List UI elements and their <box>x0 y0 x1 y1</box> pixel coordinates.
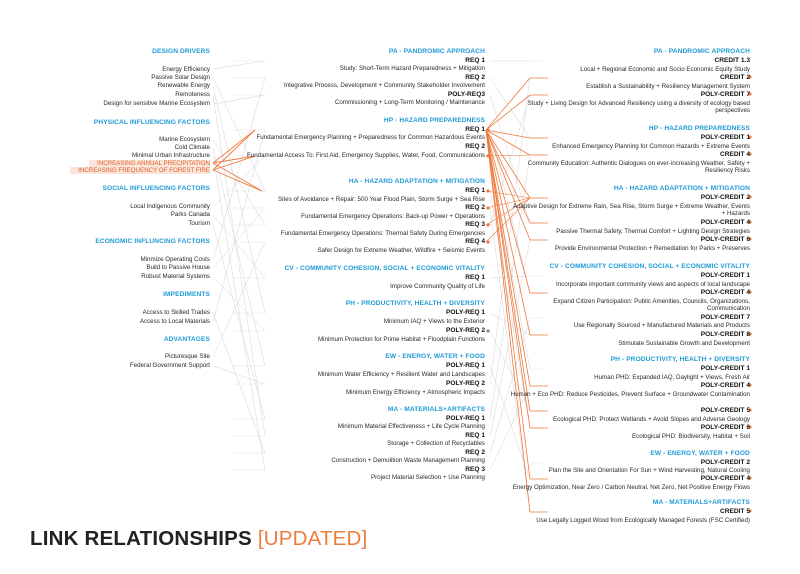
right-ha-credit-desc: Adaptive Design for Extreme Rain, Sea Rise, Storm Surge + Extreme Weather, Events + Hazards <box>512 203 750 217</box>
req-node <box>486 206 489 209</box>
physical-factor-highlight: INCREASING FREQUENCY OF FOREST FIRE <box>70 167 210 174</box>
right-ha-credit-code: POLY-CREDIT 2 <box>700 194 750 201</box>
mid-ha-req-code: REQ 4 <box>465 238 485 245</box>
right-ew-credit-code: POLY-CREDIT 2 <box>700 459 750 466</box>
mid-ha-req-code: REQ 2 <box>465 204 485 211</box>
physical-factor-item: Cold Climate <box>174 144 210 151</box>
mid-cv-heading: CV - COMMUNITY COHESION, SOCIAL + ECONOMIC VITALITY <box>284 265 485 272</box>
right-ha-credit-desc: Passive Thermal Safety, Thermal Comfort + Lighting Design Strategies <box>556 228 750 235</box>
left-to-req-link <box>213 61 265 69</box>
economic-factors-heading: ECONOMIC INFLUNCING FACTORS <box>95 238 210 245</box>
advantages-heading: ADVANTAGES <box>163 336 210 343</box>
economic-factor-item: Build to Passive House <box>146 264 210 271</box>
right-ew-heading: EW - ENERGY, WATER + FOOD <box>650 450 750 457</box>
right-hp-credit-desc: Community Education: Authentic Dialogues on ever-increasing Weather, Safety + Resiliency Risks <box>527 160 750 174</box>
right-ma-credit-desc: Use Legally Logged Wood from Ecologically Managed Forests (FSC Certified) <box>536 517 750 524</box>
economic-factor-item: Minmize Operating Costs <box>140 256 210 263</box>
hazard-credit-link <box>486 191 530 198</box>
mid-ma-req-code: REQ 3 <box>465 466 485 473</box>
design-driver-item: Passive Solar Design <box>151 74 210 81</box>
right-cv-heading: CV - COMMUNITY COHESION, SOCIAL + ECONOMIC VITALITY <box>549 263 750 270</box>
mid-cv-req-desc: Improve Community Quality of Life <box>390 283 485 290</box>
mid-ew-req-desc: Minimum Energy Efficiency + Atmospheric Impacts <box>346 389 485 396</box>
right-pa-credit-desc: Local + Regional Economic and Socio Economic Equity Study <box>580 66 750 73</box>
mid-ew-req-code: POLY-REQ 1 <box>446 362 485 369</box>
impediments-heading: IMPEDIMENTS <box>163 291 210 298</box>
mid-ph-heading: PH - PRODUCTIVITY, HEALTH + DIVERSITY <box>345 300 485 307</box>
mid-ph-req-code: POLY-REQ 1 <box>446 309 485 316</box>
mid-ha-heading: HA - HAZARD ADAPTATION + MITIGATION <box>348 178 485 185</box>
highlight-link <box>213 170 262 191</box>
mid-hp-heading: HP - HAZARD PREPAREDNESS <box>383 117 485 124</box>
advantage-item: Federal Government Support <box>129 362 210 369</box>
right-cv-credit-code: POLY-CREDIT 7 <box>700 314 750 321</box>
req-node <box>486 329 489 332</box>
right-ew-credit-code: POLY-CREDIT 4 <box>700 475 750 482</box>
physical-factor-item: Marine Ecosystem <box>159 136 210 143</box>
right-pa-credit-desc: Establish a Sustainability + Resiliency Management System <box>586 83 750 90</box>
mid-ha-req-desc: Fundamental Emergency Operations: Thermal Safety During Emergencies <box>280 230 485 237</box>
mid-cv-req-code: REQ 1 <box>465 274 485 281</box>
right-ph-heading: PH - PRODUCTIVITY, HEALTH + DIVERSITY <box>610 356 750 363</box>
page-title <box>30 527 367 551</box>
mid-pa-req-code: POLY-REQ3 <box>447 91 485 98</box>
left-to-req-link <box>213 95 265 104</box>
req-to-credit-link <box>490 313 530 335</box>
right-ew-credit-desc: Energy Optimization, Near Zero / Carbon Neutral, Net Zero, Net Positive Energy Flows <box>512 484 750 491</box>
right-ha-heading: HA - HAZARD ADAPTATION + MITIGATION <box>613 185 750 192</box>
mid-pa-req-desc: Integrative Process, Development + Community Stakeholder Involvement <box>283 82 485 89</box>
right-cv-credit-desc: Stimulate Sustainable Growth and Development <box>618 340 750 347</box>
physical-factors-heading: PHYSICAL INFLUENCING FACTORS <box>93 119 210 126</box>
right-cv-credit-desc: Expand Citizen Participation: Public Amenities, Councils, Organizations, Communication <box>553 298 750 312</box>
mid-pa-req-code: REQ 2 <box>465 74 485 81</box>
left-to-req-link <box>213 95 265 436</box>
mid-ma-req-desc: Construction + Demolition Waste Management Planning <box>331 457 485 464</box>
mid-ma-req-desc: Minimum Material Effectiveness + Life Cycle Planning <box>337 423 485 430</box>
right-ph-credit-desc: Ecological PHD: Biodiversity, Habitat + Soil <box>631 433 750 440</box>
mid-ma-req-desc: Storage + Collection of Recyclables <box>387 440 485 447</box>
design-driver-item: Energy Efficiency <box>162 66 210 73</box>
right-ma-heading: MA - MATERIALS+ARTIFACTS <box>652 499 750 506</box>
mid-ph-req-desc: Minimum IAQ + Views to the Exterior <box>383 318 485 325</box>
right-pa-credit-code: POLY-CREDIT 7 <box>700 91 750 98</box>
page-title-updated: [UPDATED] <box>257 527 368 550</box>
page-title-main: LINK RELATIONSHIPS <box>30 527 252 550</box>
mid-ha-req-desc: Sites of Avoidance + Repair: 500 Year Flood Plain, Storm Surge + Sea Rise <box>278 196 485 203</box>
left-to-req-link <box>213 78 265 260</box>
impediment-item: Access to Skilled Trades <box>142 309 210 316</box>
mid-ha-req-desc: Fundamental Emergency Operations: Back-up Power + Operations <box>301 213 485 220</box>
physical-factor-highlight: INCREASING ANNUAL PRECIPITATION <box>89 160 210 167</box>
mid-hp-req-desc: Fundamental Emergency Planning + Preparedness for Common Hazardous Events <box>256 134 485 141</box>
mid-ew-heading: EW - ENERGY, WATER + FOOD <box>385 353 485 360</box>
economic-factor-item: Robust Material Systems <box>141 273 210 280</box>
right-ew-credit-desc: Plan the Site and Orientation For Sun + Wind Harvesting, Natural Cooling <box>548 467 750 474</box>
mid-ew-req-desc: Minimum Water Efficiency + Resilient Water and Landscapes <box>317 371 485 378</box>
mid-ew-req-code: POLY-REQ 2 <box>446 380 485 387</box>
req-node <box>486 128 489 131</box>
right-ph-credit-code: POLY-CREDIT 6 <box>700 424 750 431</box>
mid-ma-req-desc: Project Material Selection + Use Planning <box>370 474 485 481</box>
mid-ph-req-desc: Minimum Protection for Prime Habitat + Floodplain Functions <box>318 336 485 343</box>
req-node <box>486 154 489 157</box>
right-ph-credit-desc: Human + Eco PHD: Reduce Pesticides, Prevent Surface + Groundwater Contamination <box>510 391 750 398</box>
mid-ha-req-code: REQ 1 <box>465 187 485 194</box>
mid-hp-req-desc: Fundamental Access To: First Aid, Emergency Supplies, Water, Food, Communications <box>247 152 485 159</box>
design-drivers-heading: DESIGN DRIVERS <box>152 48 210 55</box>
right-cv-credit-code: POLY-CREDIT 1 <box>700 272 750 279</box>
design-driver-item: Design for sensitive Marine Ecosystem <box>103 100 210 107</box>
req-node <box>486 240 489 243</box>
right-cv-credit-code: POLY-CREDIT 4 <box>700 289 750 296</box>
mid-pa-heading: PA - PANDROMIC APPROACH <box>388 48 485 55</box>
left-to-req-link <box>213 277 265 331</box>
right-hp-credit-code: POLY-CREDIT 1 <box>700 134 750 141</box>
mid-ma-req-code: REQ 2 <box>465 449 485 456</box>
right-pa-credit-code: CREDIT 2 <box>719 74 750 81</box>
social-factor-item: Parks Canada <box>170 211 210 218</box>
social-factor-item: Local Indigenous Community <box>130 203 210 210</box>
right-ha-credit-code: POLY-CREDIT 4 <box>700 219 750 226</box>
right-ha-credit-desc: Provide Environmental Protection + Remediation for Parks + Preserves <box>555 245 750 252</box>
mid-ha-req-desc: Safer Design for Extreme Weather, Wildfire + Seismic Events <box>317 247 485 254</box>
req-node <box>486 189 489 192</box>
mid-ma-req-code: POLY-REQ 1 <box>446 415 485 422</box>
mid-hp-req-code: REQ 1 <box>465 126 485 133</box>
mid-ph-req-code: POLY-REQ 2 <box>446 327 485 334</box>
mid-pa-req-desc: Study: Short-Term Hazard Preparedness + Mitigation <box>339 65 485 72</box>
social-factor-item: Tourism <box>188 220 210 227</box>
right-ha-credit-code: POLY-CREDIT 6 <box>700 236 750 243</box>
req-node <box>486 223 489 226</box>
hazard-credit-link <box>486 130 530 428</box>
impediment-item: Access to Local Materials <box>139 318 210 325</box>
req-to-credit-link <box>490 208 530 512</box>
mid-ha-req-code: REQ 3 <box>465 221 485 228</box>
design-driver-item: Renewable Energy <box>157 82 210 89</box>
left-to-req-link <box>213 215 265 278</box>
advantage-item: Picturesque Site <box>164 353 210 360</box>
right-cv-credit-code: POLY-CREDIT 8 <box>700 331 750 338</box>
right-pa-credit-desc: Study + Living Design for Advanced Resiliency using a diversity of ecology based perspectives <box>527 100 750 114</box>
right-hp-credit-code: CREDIT 4 <box>719 151 750 158</box>
mid-pa-req-desc: Commissioning + Long-Term Monitoring / Maintenance <box>334 99 485 106</box>
mid-ma-heading: MA - MATERIALS+ARTIFACTS <box>387 406 485 413</box>
mid-hp-req-code: REQ 2 <box>465 143 485 150</box>
right-pa-credit-code: CREDIT 1.3 <box>714 57 750 64</box>
right-cv-credit-desc: Incorporate important community views and aspects of local landscape <box>556 281 750 288</box>
left-to-req-link <box>213 224 265 419</box>
right-ph-credit-desc: Ecological PHD: Protect Wetlands + Avoid Slopes and Adverse Geology <box>552 416 750 423</box>
mid-ma-req-code: REQ 1 <box>465 432 485 439</box>
physical-factor-item: Minimal Urban Infrastructure <box>131 152 210 159</box>
right-ma-credit-code: CREDIT 5 <box>719 508 750 515</box>
right-ph-credit-code: POLY-CREDIT 4 <box>700 382 750 389</box>
right-ph-credit-code: POLY-CREDIT 1 <box>700 365 750 372</box>
right-hp-credit-desc: Enhanced Emergency Planning for Common Hazards + Extreme Events <box>552 143 750 150</box>
design-driver-item: Remoteness <box>175 91 210 98</box>
right-hp-heading: HP - HAZARD PREPAREDNESS <box>648 125 750 132</box>
mid-pa-req-code: REQ 1 <box>465 57 485 64</box>
right-cv-credit-desc: Use Regionally Sourced + Manufactured Materials and Products <box>573 322 750 329</box>
left-to-req-link <box>213 366 265 384</box>
social-factors-heading: SOCIAL INFLUENCING FACTORS <box>102 185 210 192</box>
req-to-credit-link <box>490 276 530 278</box>
right-pa-heading: PA - PANDROMIC APPROACH <box>653 48 750 55</box>
right-ph-credit-desc: Human PHD: Expanded IAQ, Daylight + Views, Fresh Air <box>594 374 750 381</box>
right-ph-credit-code: POLY-CREDIT 5 <box>700 407 750 414</box>
